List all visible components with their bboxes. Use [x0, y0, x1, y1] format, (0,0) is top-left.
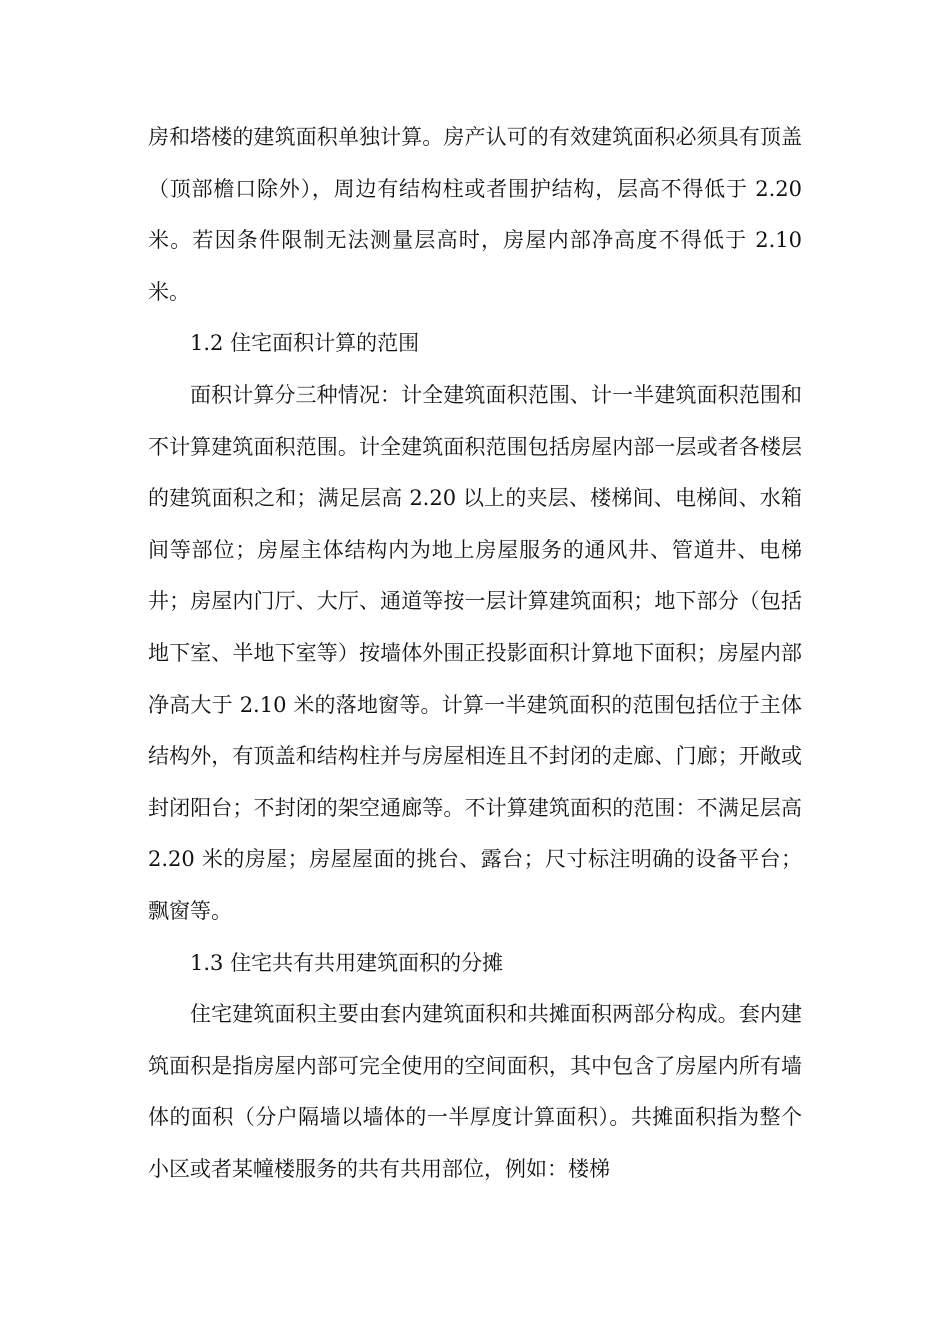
paragraph-shared-area-allocation: 住宅建筑面积主要由套内建筑面积和共摊面积两部分构成。套内建筑面积是指房屋内部可完全使用的空间面积，其中包含了房屋内所有墙体的面积（分户隔墙以墙体的一半厚度计算面积）。共摊面积指为整个小区或者某幢楼服务的共有共用部位，例如：楼梯: [148, 1002, 802, 1181]
document-body: [148, 112, 802, 1195]
paragraph-area-calculation-scope: 面积计算分三种情况：计全建筑面积范围、计一半建筑面积范围和不计算建筑面积范围。计全建筑面积范围包括房屋内部一层或者各楼层的建筑面积之和；满足层高 2.20 以上的夹层、楼梯间、电梯间、水箱间等部位；房屋主体结构内为地上房屋服务的通风井、管道井、电梯井；房屋内门厅、大厅、通道等按一层计算建筑面积；地下部分（包括地下室、半地下室等）按墙体外围正投影面积计算地下面积；房屋内部净高大于 2.10 米的落地窗等。计算一半建筑面积的范围包括位于主体结构外，有顶盖和结构柱并与房屋相连且不封闭的走廊、门廊；开敞或封闭阳台；不封闭的架空通廊等。不计算建筑面积的范围：不满足层高 2.20 米的房屋；房屋屋面的挑台、露台；尺寸标注明确的设备平台；飘窗等。: [148, 382, 802, 923]
section-heading-1-3: 1.3 住宅共有共用建筑面积的分摊: [190, 950, 504, 975]
section-heading-1-2: 1.2 住宅面积计算的范围: [190, 331, 420, 356]
paragraph-height-requirements: 房和塔楼的建筑面积单独计算。房产认可的有效建筑面积必须具有顶盖（顶部檐口除外），周边有结构柱或者围护结构，层高不得低于 2.20 米。若因条件限制无法测量层高时，房屋内部净高度不得低于 2.10 米。: [148, 125, 802, 304]
